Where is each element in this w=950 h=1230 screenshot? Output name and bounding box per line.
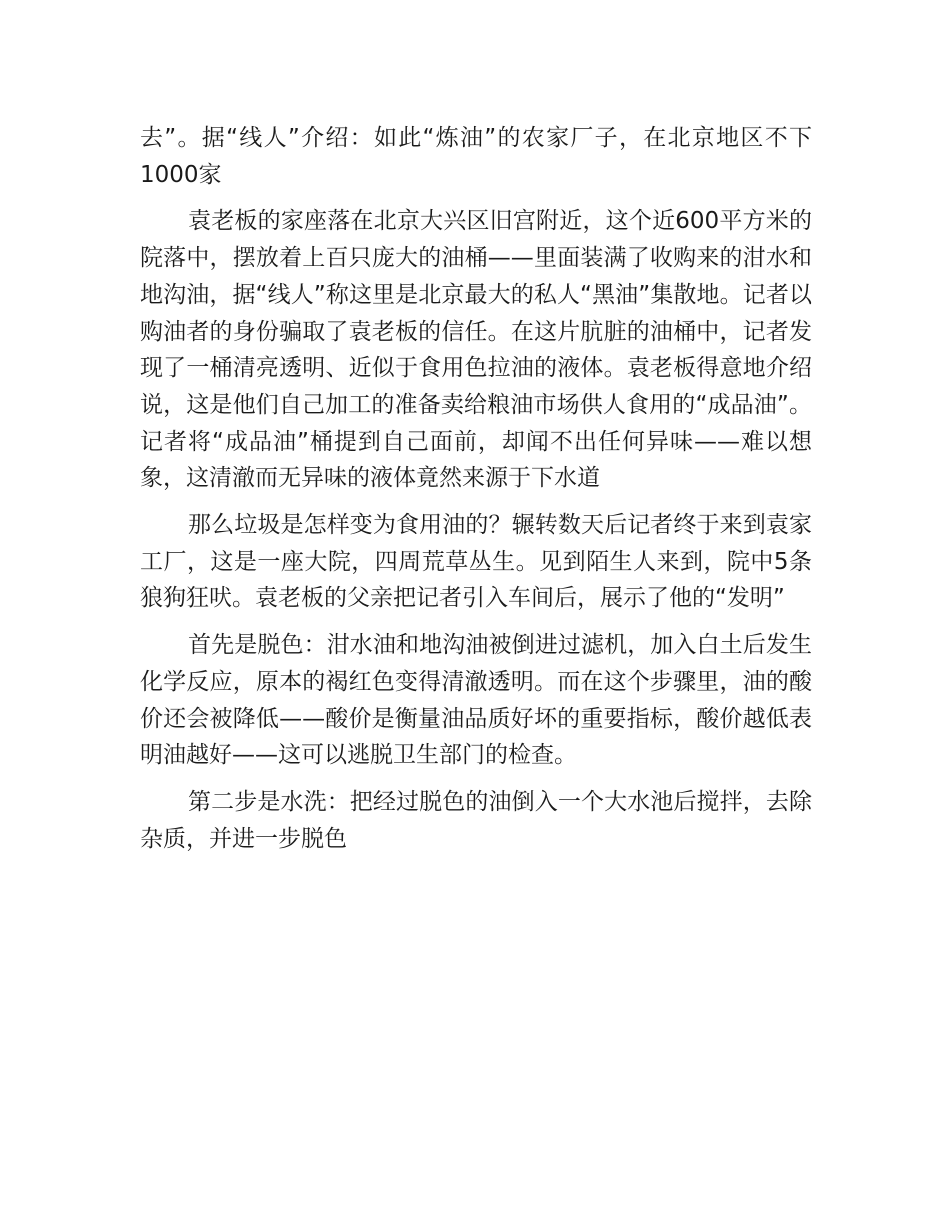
paragraph-4: 首先是脱色：泔水油和地沟油被倒进过滤机，加入白土后发生化学反应，原本的褐红色变得清澈透明。而在这个步骤里，油的酸价还会被降低——酸价是衡量油品质好坏的重要指标，酸价越低表明油越好——这可以逃脱卫生部门的检查。 bbox=[140, 632, 812, 769]
paragraph-2: 袁老板的家座落在北京大兴区旧宫附近，这个近600平方米的院落中，摆放着上百只庞大的油桶——里面装满了收购来的泔水和地沟油，据“线人”称这里是北京最大的私人“黑油”集散地。记者以购油者的身份骗取了袁老板的信任。在这片肮脏的油桶中，记者发现了一桶清亮透明、近似于食用色拉油的液体。袁老板得意地介绍说，这是他们自己加工的准备卖给粮油市场供人食用的“成品油”。记者将“成品油”桶提到自己面前，却闻不出任何异味——难以想象，这清澈而无异味的液体竟然来源于下水道 bbox=[140, 208, 812, 492]
paragraph-3: 那么垃圾是怎样变为食用油的？辗转数天后记者终于来到袁家工厂，这是一座大院，四周荒草丛生。见到陌生人来到，院中5条狼狗狂吠。袁老板的父亲把记者引入车间后，展示了他的“发明” bbox=[140, 512, 812, 612]
paragraph-1: 去”。据“线人”介绍：如此“炼油”的农家厂子，在北京地区不下1000家 bbox=[140, 125, 812, 188]
document-page bbox=[140, 120, 812, 867]
paragraph-5: 第二步是水洗：把经过脱色的油倒入一个大水池后搅拌，去除杂质，并进一步脱色 bbox=[140, 788, 812, 852]
